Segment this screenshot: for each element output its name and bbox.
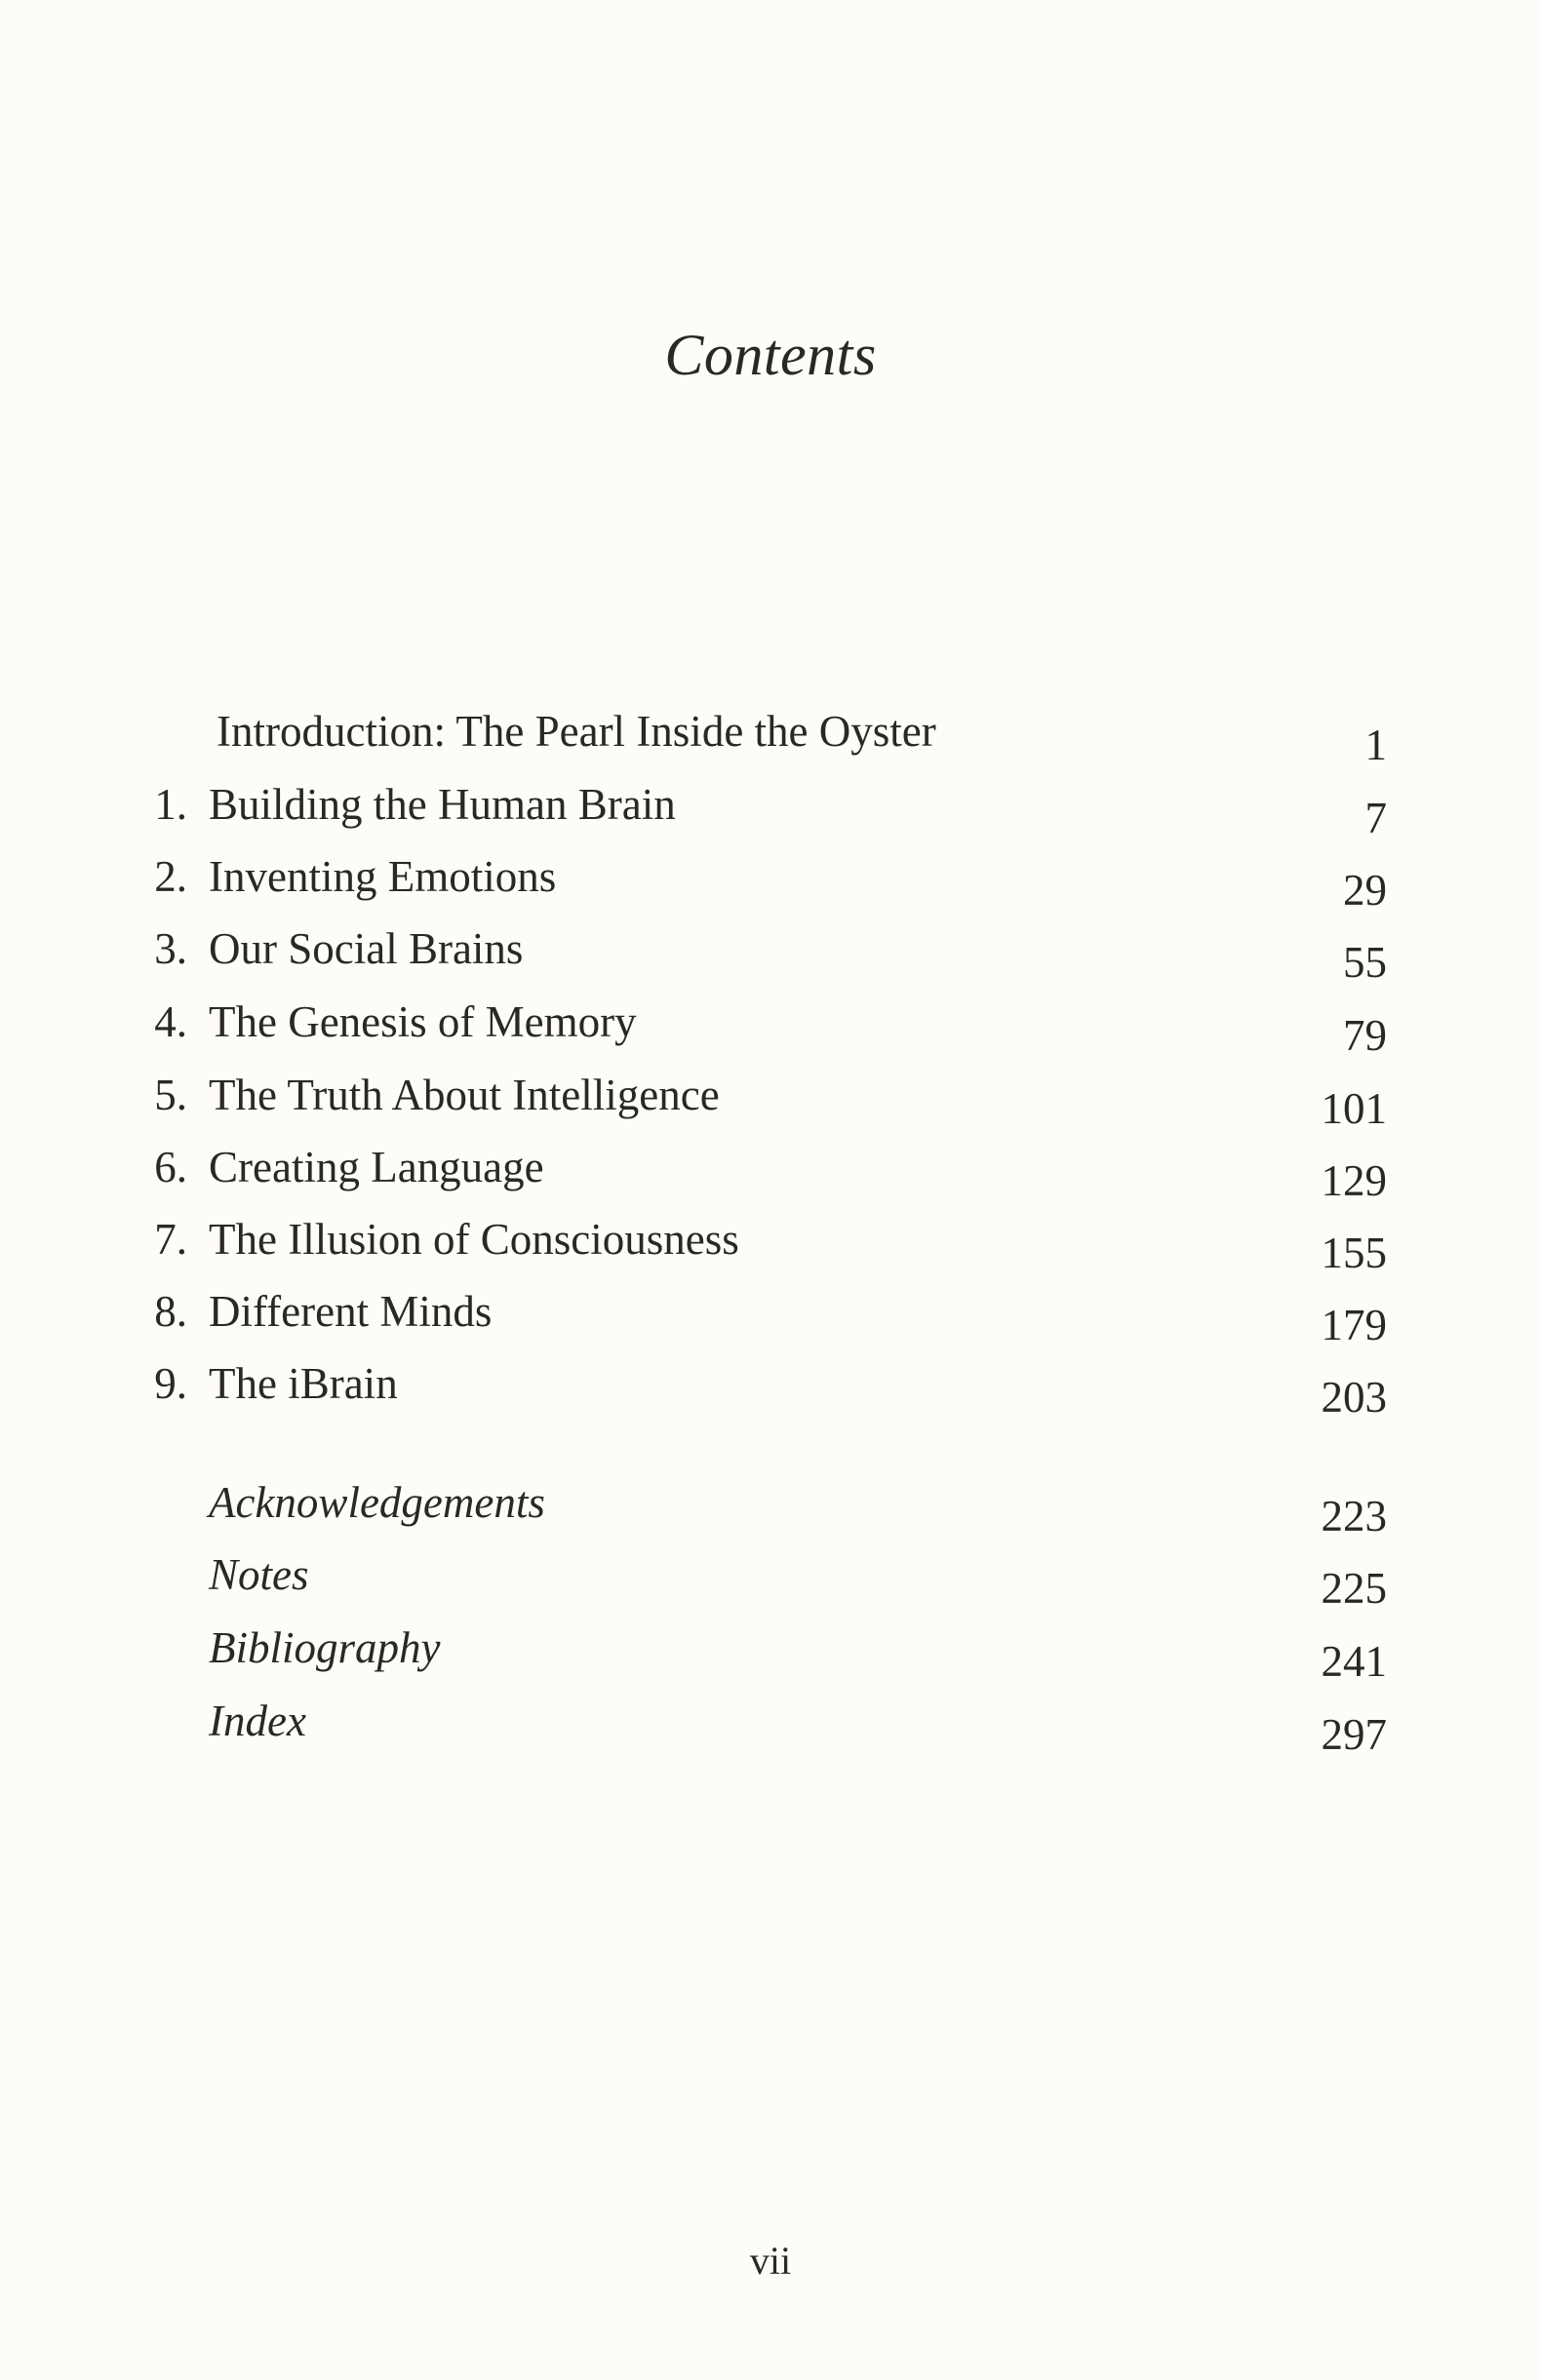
toc-entry-title: Different Minds <box>209 1287 493 1336</box>
toc-entry-title: The Truth About Intelligence <box>209 1071 720 1119</box>
toc-entry-title: Our Social Brains <box>209 924 524 973</box>
toc-entry-page: 155 <box>1321 1229 1387 1277</box>
chapter-number: 1. <box>154 780 187 829</box>
toc-entry-title: Acknowledgements <box>209 1478 545 1527</box>
toc-entry-page: 79 <box>1343 1011 1387 1060</box>
toc-entry-title: Introduction: The Pearl Inside the Oyster <box>217 707 936 756</box>
toc-entry-page: 225 <box>1321 1564 1387 1613</box>
chapter-number: 4. <box>154 997 187 1046</box>
toc-entry-chapter-1 <box>0 775 1541 842</box>
toc-entry-index <box>0 1692 1541 1759</box>
toc-entry-page: 55 <box>1343 938 1387 987</box>
toc-entry-page: 101 <box>1321 1084 1387 1133</box>
toc-entry-title: Inventing Emotions <box>209 852 557 901</box>
toc-entry-chapter-6 <box>0 1138 1541 1205</box>
toc-entry-page: 7 <box>1364 794 1387 842</box>
toc-entry-page: 129 <box>1321 1156 1387 1205</box>
toc-entry-chapter-4 <box>0 993 1541 1060</box>
toc-entry-chapter-7 <box>0 1210 1541 1277</box>
toc-entry-title: The Genesis of Memory <box>209 997 637 1046</box>
page-title: Contents <box>664 323 877 387</box>
toc-entry-title: The Illusion of Consciousness <box>209 1215 739 1264</box>
chapter-number: 8. <box>154 1287 187 1336</box>
toc-entry-title: Index <box>209 1697 306 1745</box>
chapter-number: 9. <box>154 1359 187 1408</box>
toc-entry-page: 179 <box>1321 1301 1387 1349</box>
toc-entry-title: The iBrain <box>209 1359 398 1408</box>
toc-entry-chapter-5 <box>0 1066 1541 1133</box>
toc-entry-chapter-3 <box>0 919 1541 987</box>
toc-entry-chapter-8 <box>0 1282 1541 1349</box>
toc-entry-title: Notes <box>209 1550 309 1599</box>
toc-entry-page: 223 <box>1321 1492 1387 1541</box>
chapter-number: 7. <box>154 1215 187 1264</box>
page-number: vii <box>749 2239 792 2282</box>
toc-entry-page: 203 <box>1321 1373 1387 1422</box>
toc-entry-title: Building the Human Brain <box>209 780 676 829</box>
chapter-number: 6. <box>154 1143 187 1191</box>
toc-entry-title: Creating Language <box>209 1143 544 1191</box>
chapter-number: 5. <box>154 1071 187 1119</box>
toc-entry-chapter-2 <box>0 847 1541 915</box>
chapter-number: 2. <box>154 852 187 901</box>
toc-entry-page: 297 <box>1321 1710 1387 1759</box>
toc-entry-bibliography <box>0 1619 1541 1686</box>
toc-entry-title: Bibliography <box>209 1623 441 1672</box>
toc-entry-page: 1 <box>1364 721 1387 769</box>
toc-entry-introduction <box>0 702 1541 769</box>
toc-entry-chapter-9 <box>0 1354 1541 1422</box>
toc-entry-page: 29 <box>1343 866 1387 915</box>
toc-entry-acknowledgements <box>0 1473 1541 1541</box>
toc-entry-page: 241 <box>1321 1637 1387 1686</box>
toc-entry-notes <box>0 1545 1541 1613</box>
chapter-number: 3. <box>154 924 187 973</box>
